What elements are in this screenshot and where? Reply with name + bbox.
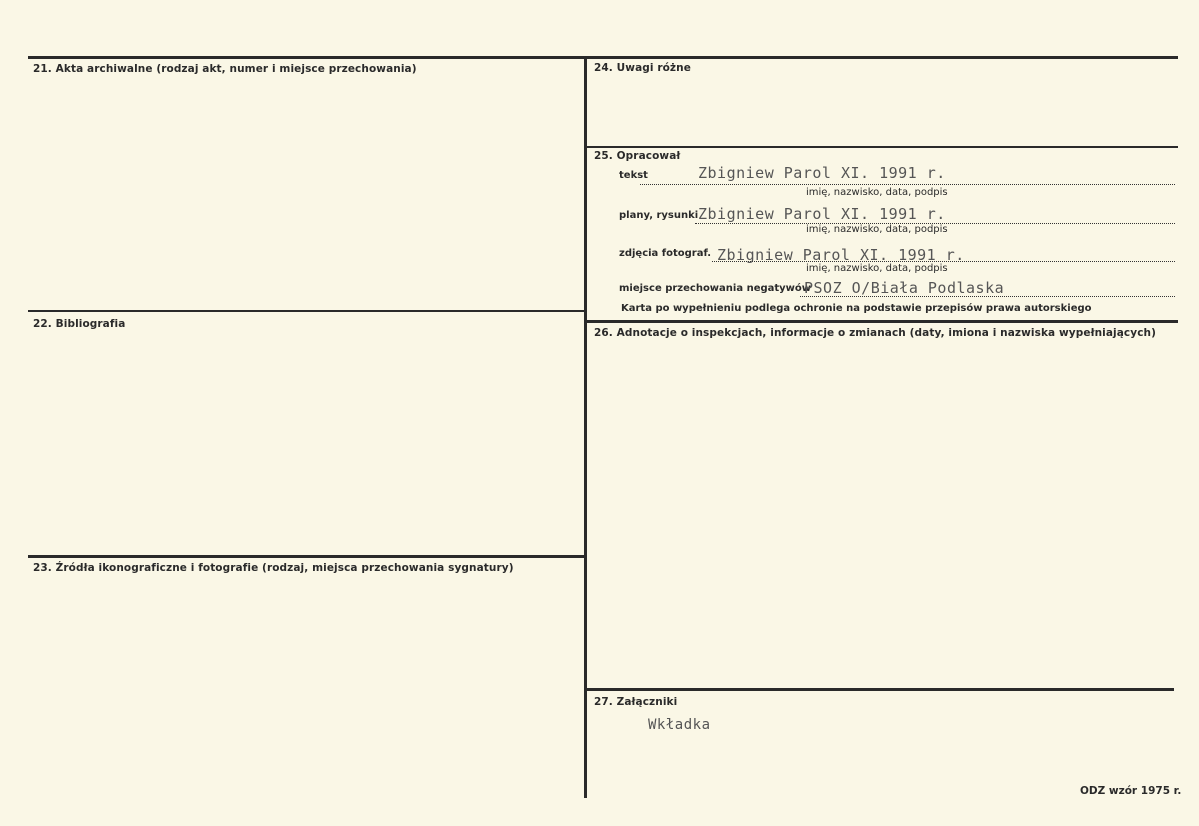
tekst-label: tekst bbox=[619, 170, 648, 181]
negatywy-value: PSOZ O/Biała Podlaska bbox=[804, 279, 1005, 297]
plany-label: plany, rysunki bbox=[619, 210, 699, 221]
tekst-caption: imię, nazwisko, data, podpis bbox=[806, 187, 948, 198]
zdjecia-label: zdjęcia fotograf. bbox=[619, 248, 712, 259]
plany-caption: imię, nazwisko, data, podpis bbox=[806, 224, 948, 235]
top-rule bbox=[28, 56, 1178, 59]
section-25-label: 25. Opracował bbox=[594, 150, 681, 162]
tekst-dotted-line bbox=[640, 184, 1175, 185]
divider-26-27 bbox=[586, 688, 1174, 691]
plany-value: Zbigniew Parol XI. 1991 r. bbox=[698, 205, 946, 223]
divider-24-25 bbox=[586, 146, 1178, 148]
section-27-label: 27. Załączniki bbox=[594, 696, 678, 708]
zdjecia-caption: imię, nazwisko, data, podpis bbox=[806, 263, 948, 274]
divider-25-26 bbox=[586, 320, 1178, 323]
section-27-value: Wkładka bbox=[648, 717, 711, 733]
divider-21-22 bbox=[28, 310, 586, 312]
section-21-label: 21. Akta archiwalne (rodzaj akt, numer i miejsce przechowania) bbox=[33, 63, 417, 75]
negatywy-dotted-line bbox=[800, 296, 1175, 297]
zdjecia-dotted-line bbox=[712, 261, 1175, 262]
divider-22-23 bbox=[28, 555, 586, 558]
form-footer: ODZ wzór 1975 r. bbox=[1080, 785, 1182, 797]
section-23-label: 23. Źródła ikonograficzne i fotografie (rodzaj, miejsca przechowania sygnatury) bbox=[33, 562, 514, 574]
section-24-label: 24. Uwagi różne bbox=[594, 62, 691, 74]
section-26-label: 26. Adnotacje o inspekcjach, informacje o zmianach (daty, imiona i nazwiska wypełniających) bbox=[594, 327, 1156, 339]
negatywy-label: miejsce przechowania negatywów bbox=[619, 283, 812, 294]
tekst-value: Zbigniew Parol XI. 1991 r. bbox=[698, 164, 946, 182]
zdjecia-value: Zbigniew Parol XI. 1991 r. bbox=[717, 246, 965, 264]
center-divider bbox=[584, 56, 587, 798]
section-22-label: 22. Bibliografia bbox=[33, 318, 126, 330]
copyright-notice: Karta po wypełnieniu podlega ochronie na podstawie przepisów prawa autorskiego bbox=[621, 303, 1092, 314]
